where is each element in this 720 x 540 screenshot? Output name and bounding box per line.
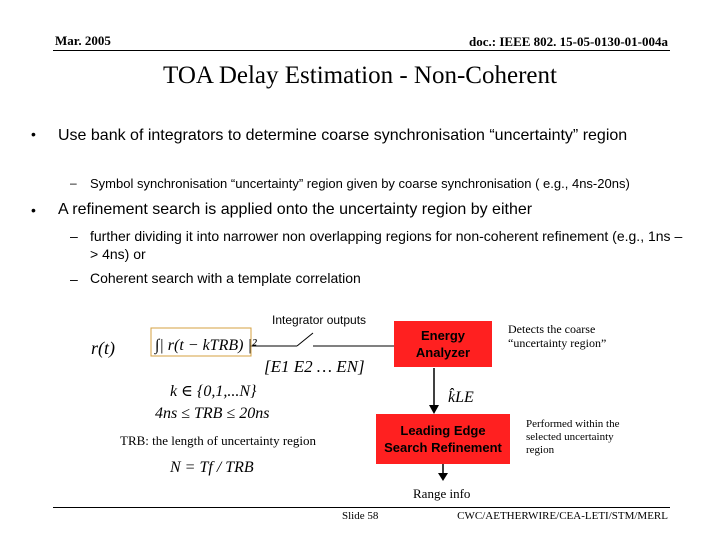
sub-bullet-marker: – [70, 271, 78, 287]
sub-bullet-text: Symbol synchronisation “uncertainty” region given by coarse synchronisation ( e.g., 4ns-20ns) [90, 176, 630, 191]
arrowhead-down [429, 405, 439, 414]
sub-bullet-marker: – [70, 228, 78, 244]
integrator-outputs-label: Integrator outputs [272, 313, 367, 327]
energy-analyzer-note: Detects the coarse “uncertainty region” [508, 322, 607, 350]
bullet-text: Use bank of integrators to determine coarse synchronisation “uncertainty” region [58, 127, 628, 144]
eq-trb-range: 4ns ≤ TRB ≤ 20ns [155, 405, 270, 422]
eq-energy-vector: [E1 E2 … EN] [264, 357, 365, 376]
eq-k-set: k ∈ {0,1,...N} [170, 383, 257, 400]
integrator-switch [297, 333, 313, 346]
leading-edge-box [376, 414, 510, 464]
sub-bullet-text: Coherent search with a template correlation [90, 270, 361, 286]
sub-bullet-text: further dividing it into narrower non overlapping regions for non-coherent refinement (e.g., 1ns –> 4ns) or [90, 228, 683, 262]
bullet-text: A refinement search is applied onto the uncertainty region by either [58, 201, 533, 218]
trb-note: TRB: the length of uncertainty region [120, 433, 317, 448]
arrowhead-down [438, 473, 448, 481]
energy-analyzer-label: Energy Analyzer [415, 328, 471, 360]
footer-org: CWC/AETHERWIRE/CEA-LETI/STM/MERL [457, 510, 668, 522]
header-doc-id: doc.: IEEE 802. 15-05-0130-01-004a [469, 34, 668, 49]
leading-edge-note: Performed within the selected uncertainty region [526, 418, 620, 456]
eq-n: N = Tf / TRB [170, 459, 254, 476]
slide-number: Slide 58 [342, 510, 379, 522]
eq-signal: r(t) [91, 338, 115, 358]
leading-edge-label: Leading Edge Search Refinement [384, 423, 502, 455]
eq-k-hat: k̂LE [448, 389, 474, 406]
bullet-marker: • [31, 202, 36, 218]
sub-bullet-marker: – [70, 176, 77, 190]
header-date: Mar. 2005 [55, 33, 111, 48]
slide-title: TOA Delay Estimation - Non-Coherent [163, 62, 557, 89]
eq-integral: ∫| r(t − kTRB) |² [155, 337, 257, 354]
footer-rule [53, 507, 670, 508]
bullet-marker: • [31, 126, 36, 142]
range-info-label: Range info [413, 486, 471, 501]
energy-analyzer-box [394, 321, 492, 367]
